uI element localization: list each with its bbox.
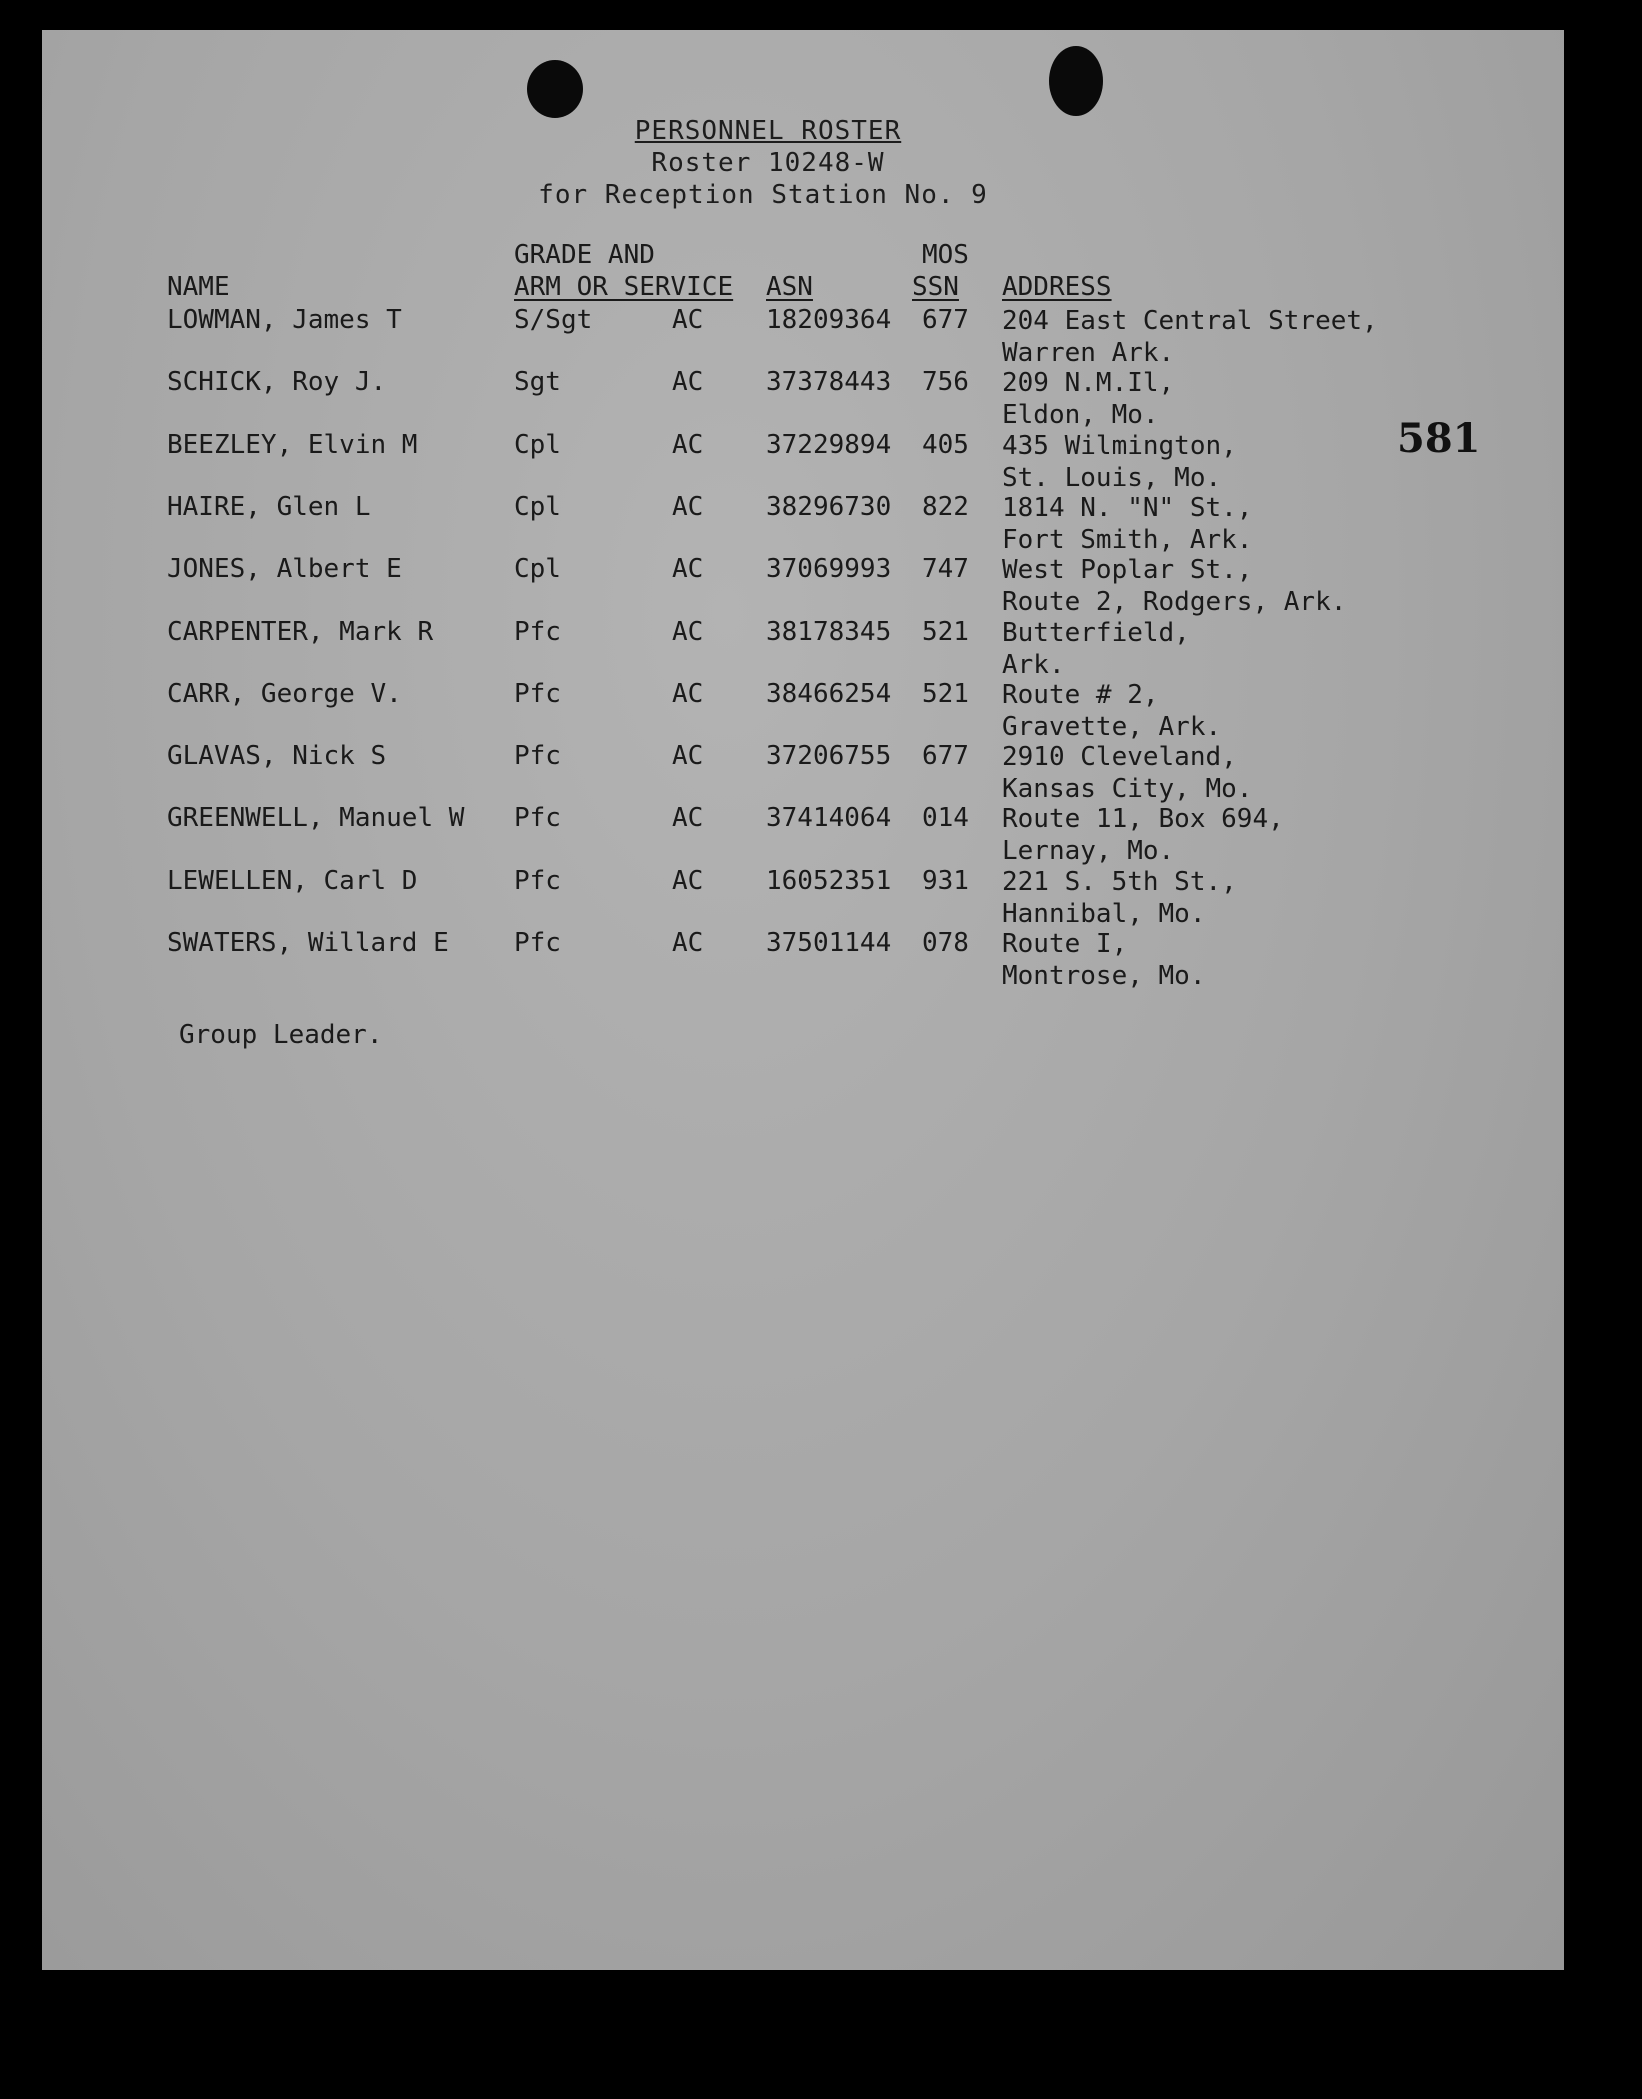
cell-address xyxy=(1002,928,1206,992)
address-line-2: Warren Ark. xyxy=(1002,338,1175,368)
cell-address xyxy=(1002,492,1252,556)
cell-asn: 38466254 xyxy=(766,678,892,709)
cell-mos: 756 xyxy=(922,367,969,398)
cell-grade: Sgt xyxy=(514,367,561,398)
cell-name: GREENWELL, Manuel W xyxy=(167,803,465,834)
cell-name: JONES, Albert E xyxy=(167,554,402,585)
col-header-mos-line2: SSN xyxy=(912,272,959,302)
cell-grade: Cpl xyxy=(514,554,561,585)
cell-asn: 37069993 xyxy=(766,554,892,585)
cell-mos: 521 xyxy=(922,616,969,647)
address-line-1: 209 N.M.Il, xyxy=(1002,368,1175,399)
address-line-1: 1814 N. "N" St., xyxy=(1002,492,1253,523)
cell-grade: Pfc xyxy=(514,741,561,772)
address-line-2: Hannibal, Mo. xyxy=(1002,898,1206,929)
cell-address xyxy=(1002,367,1174,431)
address-line-1: 2910 Cleveland, xyxy=(1002,742,1237,773)
cell-grade: Pfc xyxy=(514,803,561,834)
address-line-2: Eldon, Mo. xyxy=(1002,400,1159,431)
cell-mos: 747 xyxy=(922,554,969,585)
table-row xyxy=(42,866,1564,928)
cell-asn: 37501144 xyxy=(766,928,892,958)
cell-address xyxy=(1002,866,1237,930)
address-line-2: Route 2, Rodgers, Ark. xyxy=(1002,587,1347,618)
table-row xyxy=(42,492,1564,554)
table-row xyxy=(42,928,1564,990)
cell-arm: AC xyxy=(672,678,704,709)
cell-arm: AC xyxy=(672,305,704,335)
cell-address xyxy=(1002,741,1252,805)
cell-address xyxy=(1002,679,1221,743)
cell-arm: AC xyxy=(672,616,704,647)
table-row xyxy=(42,617,1564,679)
address-line-1: 221 S. 5th St., xyxy=(1002,866,1237,897)
address-line-2: Ark. xyxy=(1002,649,1065,680)
address-line-1: West Poplar St., xyxy=(1002,555,1253,586)
cell-arm: AC xyxy=(672,803,704,834)
cell-arm: AC xyxy=(672,741,704,772)
cell-grade: Pfc xyxy=(514,865,561,896)
address-line-1: Route # 2, xyxy=(1002,679,1159,710)
punch-hole-right xyxy=(1049,46,1103,116)
cell-grade: Pfc xyxy=(514,678,561,709)
table-row xyxy=(42,305,1564,367)
table-row xyxy=(42,803,1564,865)
col-header-name-underline xyxy=(167,272,230,302)
cell-name: SWATERS, Willard E xyxy=(167,928,449,958)
address-line-1: Butterfield, xyxy=(1002,617,1190,648)
address-line-1: 204 East Central Street, xyxy=(1002,306,1378,336)
cell-name: SCHICK, Roy J. xyxy=(167,367,387,398)
cell-name: LEWELLEN, Carl D xyxy=(167,865,418,896)
cell-mos: 078 xyxy=(922,928,969,958)
cell-asn: 37378443 xyxy=(766,367,892,398)
cell-mos: 014 xyxy=(922,803,969,834)
cell-name: CARPENTER, Mark R xyxy=(167,616,434,647)
cell-asn: 37229894 xyxy=(766,429,892,460)
cell-asn: 37414064 xyxy=(766,803,892,834)
cell-asn: 18209364 xyxy=(766,305,892,335)
address-line-1: Route 11, Box 694, xyxy=(1002,804,1284,835)
cell-address xyxy=(1002,803,1284,867)
roster-number: Roster 10248-W xyxy=(651,148,885,178)
table-row xyxy=(42,679,1564,741)
cell-mos: 822 xyxy=(922,491,969,522)
col-header-asn: ASN xyxy=(766,272,813,302)
cell-address xyxy=(1002,430,1237,494)
cell-grade: S/Sgt xyxy=(514,305,593,335)
cell-grade: Cpl xyxy=(514,429,561,460)
document-title: PERSONNEL ROSTER xyxy=(634,116,902,146)
page-number: 581 xyxy=(1397,415,1481,462)
cell-grade: Cpl xyxy=(514,491,561,522)
cell-name: GLAVAS, Nick S xyxy=(167,741,387,772)
cell-grade: Pfc xyxy=(514,928,561,958)
cell-mos: 677 xyxy=(922,741,969,772)
cell-name: CARR, George V. xyxy=(167,678,402,709)
cell-arm: AC xyxy=(672,367,704,398)
cell-mos: 677 xyxy=(922,305,969,335)
cell-mos: 405 xyxy=(922,429,969,460)
cell-grade: Pfc xyxy=(514,616,561,647)
address-line-2: Gravette, Ark. xyxy=(1002,711,1222,742)
cell-address xyxy=(1002,617,1190,681)
address-line-2: Montrose, Mo. xyxy=(1002,961,1206,991)
col-header-grade-line1: GRADE AND xyxy=(514,240,655,270)
table-row xyxy=(42,430,1564,492)
cell-name: HAIRE, Glen L xyxy=(167,491,371,522)
cell-address xyxy=(1002,305,1378,369)
address-line-2: Fort Smith, Ark. xyxy=(1002,524,1253,555)
col-header-address: ADDRESS xyxy=(1002,272,1112,302)
address-line-2: Lernay, Mo. xyxy=(1002,836,1175,867)
cell-asn: 16052351 xyxy=(766,865,892,896)
footer-note: Group Leader. xyxy=(179,1020,383,1050)
address-line-1: 435 Wilmington, xyxy=(1002,430,1237,461)
cell-arm: AC xyxy=(672,491,704,522)
table-row xyxy=(42,367,1564,429)
cell-asn: 38296730 xyxy=(766,491,892,522)
cell-arm: AC xyxy=(672,554,704,585)
address-line-2: St. Louis, Mo. xyxy=(1002,462,1222,493)
cell-arm: AC xyxy=(672,928,704,958)
punch-hole-left xyxy=(527,60,583,118)
address-line-1: Route I, xyxy=(1002,929,1128,959)
col-header-grade-line2: ARM OR SERVICE xyxy=(514,272,734,302)
cell-mos: 521 xyxy=(922,678,969,709)
cell-asn: 38178345 xyxy=(766,616,892,647)
table-row xyxy=(42,741,1564,803)
table-row xyxy=(42,554,1564,616)
station-line: for Reception Station No. 9 xyxy=(538,180,988,210)
col-header-name: NAME xyxy=(167,272,230,302)
cell-asn: 37206755 xyxy=(766,741,892,772)
address-line-2: Kansas City, Mo. xyxy=(1002,774,1253,805)
roster-sheet xyxy=(42,30,1564,1970)
col-header-mos-line1: MOS xyxy=(922,240,969,270)
cell-name: LOWMAN, James T xyxy=(167,305,402,335)
cell-name: BEEZLEY, Elvin M xyxy=(167,429,418,460)
cell-address xyxy=(1002,554,1346,618)
cell-mos: 931 xyxy=(922,865,969,896)
cell-arm: AC xyxy=(672,429,704,460)
cell-arm: AC xyxy=(672,865,704,896)
